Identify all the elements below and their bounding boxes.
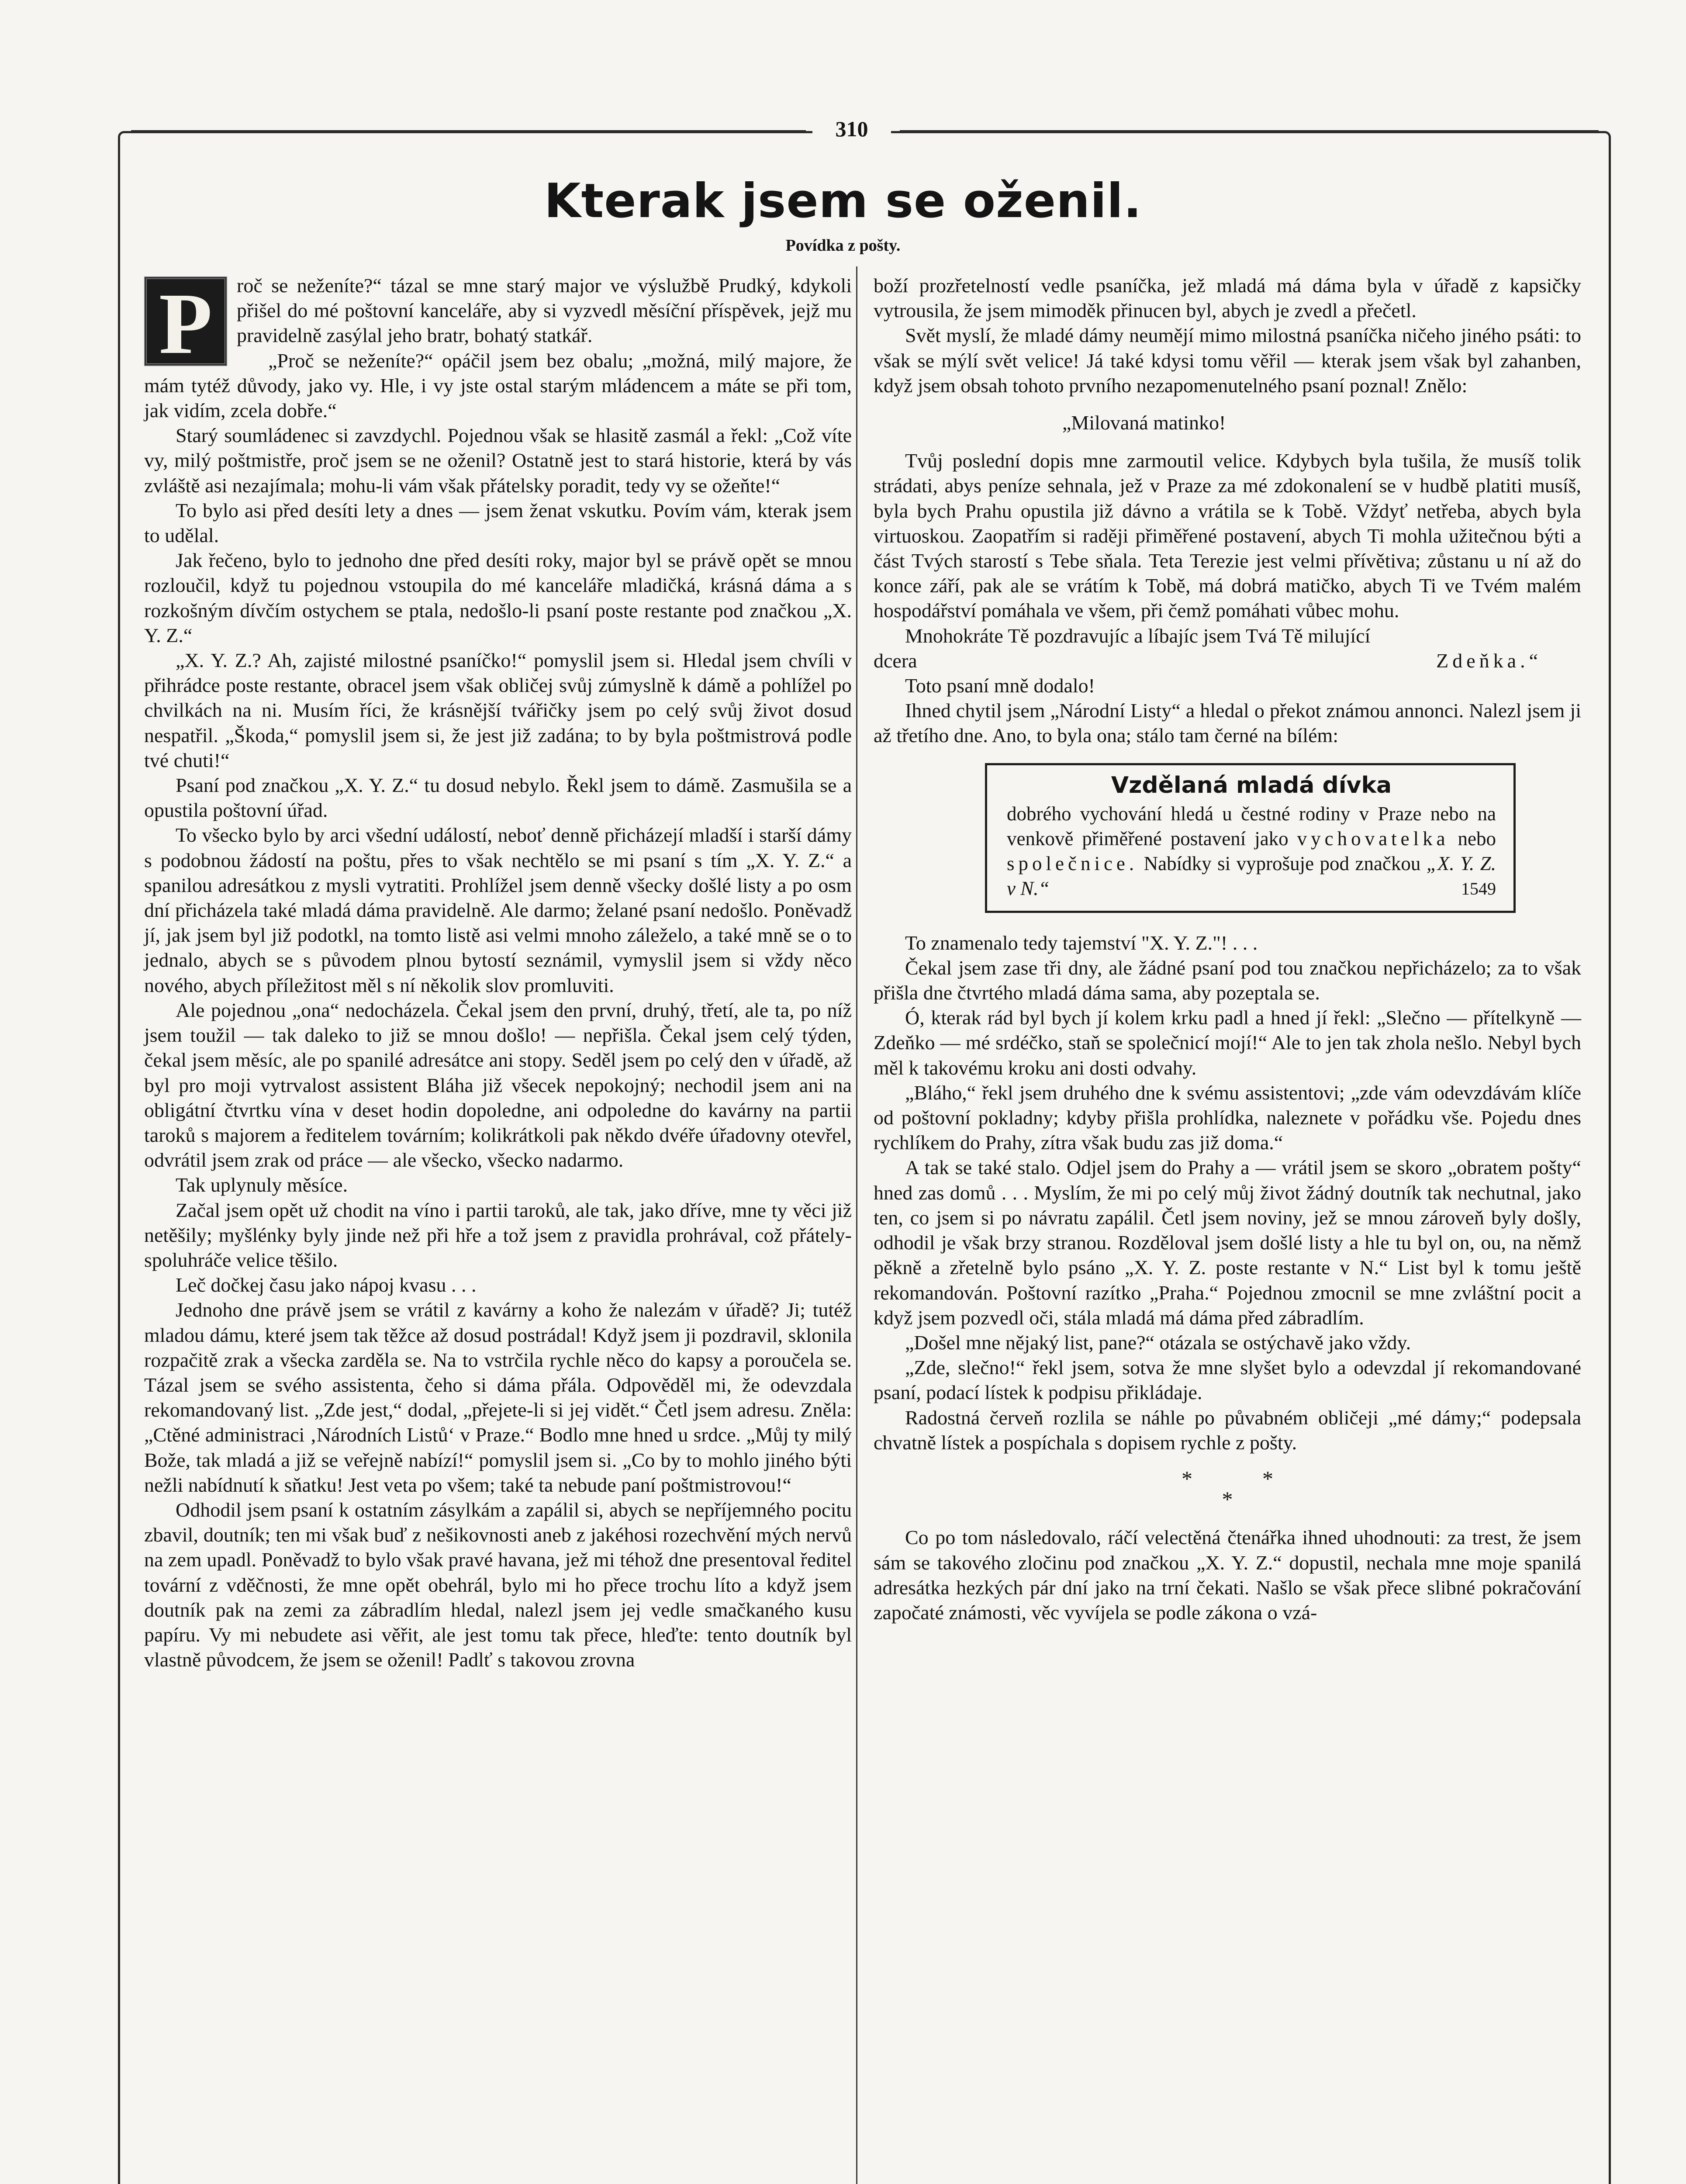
advert-text: dobrého vychování hledá u čestné rodiny v Praze nebo na venkově přiměřené postavení jako <box>1007 802 1496 850</box>
section-separator <box>874 1466 1581 1512</box>
paragraph: boží prozřetelností vedle psaníčka, jež mladá má dáma byla v úřadě z kapsičky vytrousila, že jsem mimoděk přinucen byl, abych je zvedl a přečetl. <box>874 274 1581 322</box>
paragraph: Leč dočkej času jako nápoj kvasu . . . <box>176 1274 477 1296</box>
paragraph-text: roč se neženíte?“ tázal se mne starý major ve výslužbě Prudký, kdykoli přišel do mé poštovní kanceláře, aby si vyzvedl měsíční příspěvek, jejž mu pravidelně zasýlal jeho bratr, bohatý statkář. <box>237 274 852 347</box>
paragraph: Toto psaní mně dodalo! <box>905 674 1095 697</box>
advert-heading: Vzdělaná mladá dívka <box>1111 772 1392 798</box>
paragraph: „Zde, slečno!“ řekl jsem, sotva že mne slyšet bylo a odevzdal jí rekomandované psaní, podací lístek k podpisu přikládaje. <box>874 1356 1581 1404</box>
drop-cap-initial: P <box>144 276 227 366</box>
right-column <box>874 273 1581 1625</box>
paragraph: Ihned chytil jsem „Národní Listy“ a hledal o překot známou annonci. Nalezl jsem ji až třetího dne. Ano, to byla ona; stálo tam černé na bílém: <box>874 699 1581 747</box>
asterisk-mark: * <box>1262 1466 1273 1491</box>
letter-signature: Zdeňka.“ <box>1436 649 1542 672</box>
advert-cipher: „X. Y. Z. v N.“ <box>1007 852 1496 899</box>
paragraph: Co po tom následovalo, ráčí velectěná čtenářka ihned uhodnouti: za trest, že jsem sám se takového zločinu pod značkou „X. Y. Z.“ dopustil, nechala mne moje spanilá adresátka hezkých pár dní jako na trní čekati. Našlo se však přece slibné pokračování započaté známosti, věc vyvíjela se podle zákona o vzá- <box>874 1526 1581 1624</box>
paragraph: Psaní pod značkou „X. Y. Z.“ tu dosud nebylo. Řekl jsem to dámě. Zasmušila se a opustila poštovní úřad. <box>144 774 852 822</box>
advert-body <box>1007 802 1496 901</box>
asterisk-mark: * <box>1182 1466 1192 1491</box>
letter-paragraph: Tvůj poslední dopis mne zarmoutil velice. Kdybych byla tušila, že musíš tolik strádati, abys peníze sehnala, jež v Praze za mé zdokonalení se v hudbě platiti musíš, byla bych Prahu opustila již dávno a vrátila se k Tobě. Vždyť netřeba, abych byla virtuoskou. Zaopatřím si raději přiměřené postavení, abych Ti mohla užitečnou býti a část Tvých starostí s Tebe sňala. Teta Terezie jest velmi přívětiva; zůstanu u ní až do konce září, pak ale se vrátím k Tobě, má dobrá matičko, abych Ti ve Tvém malém hospodářství pomáhala ve všem, při čemž pomáhati vůbec mohu. <box>874 449 1581 622</box>
paragraph: To všecko bylo by arci všední událostí, neboť denně přicházejí mladší i starší dámy s podobnou žádostí na poštu, přes to však nechtělo se mi psaní s tím „X. Y. Z.“ a spanilou adresátkou z mysli vytratiti. Prohlížel jsem denně všecky došlé listy a po osm dní přicházela také mladá dáma pravidelně. Ale darmo; želané psaní nedošlo. Poněvadž jí, jak jsem byl již podotkl, na tomto listě asi velmi mnoho záleželo, a také mně se o to jednalo, abych se s původem plnou bytostí seznámil, vymyslil jsem si vždy něco nového, abych příležitost měl s ní několik slov promluviti. <box>144 824 852 996</box>
letter-closing-word: dcera <box>874 649 917 672</box>
letter-signature-line <box>874 648 1581 673</box>
paragraph: Jak řečeno, bylo to jednoho dne před desíti roky, major byl se právě opět se mnou rozloučil, když tu pojednou vstoupila do mé kanceláře mladičká, krásná dáma a s rozkošným dívčím ostychem se ptala, nedošlo-li psaní poste restante pod značkou „X. Y. Z.“ <box>144 549 852 646</box>
paragraph: „Došel mne nějaký list, pane?“ otázala se ostýchavě jako vždy. <box>905 1331 1411 1354</box>
paragraph: To znamenalo tedy tajemství "X. Y. Z."! . . . <box>905 931 1258 954</box>
story-subtitle: Povídka z pošty. <box>785 236 901 255</box>
story-title: Kterak jsem se oženil. <box>544 174 1142 228</box>
paragraph: „Bláho,“ řekl jsem druhého dne k svému assistentovi; „zde vám odevzdávám klíče od poštovní pokladny; kdyby přišla prohlídka, naleznete v pořádku vše. Pojedu dnes rychlíkem do Prahy, zítra však budu zas již doma.“ <box>874 1081 1581 1154</box>
paragraph: Ó, kterak rád byl bych jí kolem krku padl a hned jí řekl: „Slečno — přítelkyně — Zdeňko — mé srdéčko, staň se společnicí mojí!“ Ale to jen tak zhola nešlo. Nebyl bych měl k takovému kroku ani dosti odvahy. <box>874 1006 1581 1079</box>
paragraph: „Proč se neženíte?“ opáčil jsem bez obalu; „možná, milý majore, že mám tytéž důvody, jako vy. Hle, i vy jste ostal starým mládencem a máte se při tom, jak vidím, zcela dobře.“ <box>144 349 852 422</box>
paragraph: A tak se také stalo. Odjel jsem do Prahy a — vrátil jsem se skoro „obratem pošty“ hned zas domů . . . Myslím, že mi po celý můj život žádný doutník tak nechutnal, jako ten, co jsem si po návratu zapálil. Četl jsem noviny, jež se mnou zároveň byly došly, odhodil je však brzy stranou. Rozděloval jsem došlé listy a hle tu byl on, ou, na němž pěkně a zřetelně bylo psáno „X. Y. Z. poste restante v N.“ List byl k tomu ještě rekomandován. Poštovní razítko „Praha.“ Pojednou zmocnil se mne zvláštní pocit a když jsem pozvedl oči, stála mladá má dáma před zábradlím. <box>874 1156 1581 1329</box>
advert-text: nebo <box>1458 827 1496 850</box>
paragraph: Svět myslí, že mladé dámy neumějí mimo milostná psaníčka ničeho jiného psáti: to však se mýlí svět velice! Já také kdysi tomu věřil — kterak jsem však byl zahanben, když jsem obsah tohoto prvního nezapomenutelného psaní poznal! Znělo: <box>874 324 1581 397</box>
letter-closing: Mnohokráte Tě pozdravujíc a líbajíc jsem Tvá Tě milující <box>905 624 1371 647</box>
paragraph: „X. Y. Z.? Ah, zajisté milostné psaníčko!“ pomyslil jsem si. Hledal jsem chvíli v přihrádce poste restante, obracel jsem však obličej svůj zúmyslně k dámě a pohlížel po chvilkách na ni. Musím říci, že krásnější tvářičky jsem po celý svůj život dosud nespatřil. „Škoda,“ pomyslil jsem si, že jest již zadána; to by byla poštmistrová podle tvé chuti!“ <box>144 649 852 771</box>
letter-salutation: „Milovaná matinko! <box>1062 411 1226 434</box>
advert-position: vychovatelka <box>1297 827 1449 850</box>
left-column <box>144 273 852 1672</box>
paragraph <box>144 273 852 372</box>
newspaper-advertisement <box>985 763 1516 913</box>
paragraph: Začal jsem opět už chodit na víno i partii taroků, ale tak, jako dříve, mne ty věci již netěšily; myšlénky byly jinde než při hře a tož jsem z pravidla prohrával, což přátely-spoluhráče velice těšilo. <box>144 1199 852 1271</box>
paragraph: To bylo asi před desíti lety a dnes — jsem ženat vskutku. Povím vám, kterak jsem to udělal. <box>144 499 852 547</box>
page-number: 310 <box>812 111 891 146</box>
column-divider <box>856 266 857 2184</box>
paragraph: Čekal jsem zase tři dny, ale žádné psaní pod tou značkou nepřicházelo; za to však přišla dne čtvrtého mladá dáma sama, aby pozeptala se. <box>874 956 1581 1004</box>
paragraph: Odhodil jsem psaní k ostatním zásylkám a zapálil si, abych se nepříjemného pocitu zbavil, doutník; ten mi však buď z nešikovnosti aneb z jakéhosi rozechvění mých nervů na zem upadl. Poněvadž to bylo však pravé havana, jež mi téhož dne presentoval ředitel tovární z vděčnosti, že mne opět obehrál, bylo mi ho přece trochu líto a když jsem doutník pak na zemi za zábradlím hledal, nalezl jsem jej vedle smačkaného kusu papíru. Vy mi nebudete asi věřit, ale jest tomu tak přece, hleďte: tento doutník byl vlastně původcem, že jsem se oženil! Padlť s takovou zrovna <box>144 1498 852 1671</box>
paragraph: Tak uplynuly měsíce. <box>176 1174 348 1196</box>
paragraph: Ale pojednou „ona“ nedocházela. Čekal jsem den první, druhý, třetí, ale ta, po níž jsem toužil — tak daleko to již se mnou došlo! — nepřišla. Čekal jsem celý týden, čekal jsem měsíc, ale po spanilé adresátce ani stopy. Seděl jsem po celý den v úřadě, až byl pro moji vytrvalost assistent Bláha již všecek nepokojný; nechodil jsem ani na obligátní čtvrtku vína v deset hodin dopoledne, ani odpoledne do kavárny na partii taroků s majorem a ředitelem továrním; kolikrátkoli pak někdo dvéře úřadovny otevřel, odvrátil jsem zrak od práce — ale všecko, všecko nadarmo. <box>144 999 852 1171</box>
asterisk-mark: * <box>1222 1487 1233 1512</box>
header-rule-left <box>131 130 806 132</box>
paragraph: Radostná červeň rozlila se náhle po půvabném obličeji „mé dámy;“ podepsala chvatně lístek a pospíchala s dopisem rychle z pošty. <box>874 1406 1581 1454</box>
paragraph: Starý soumládenec si zavzdychl. Pojednou však se hlasitě zasmál a řekl: „Což víte vy, milý poštmistře, proč jsem se ne oženil? Ostatně jest to stará historie, která by vás zvláště asi nezajímala; mohu-li vám však přátelsky poradit, tedy vy se ožeňte!“ <box>144 424 852 497</box>
advert-text: Nabídky si vyprošuje pod značkou <box>1144 852 1421 874</box>
paragraph: Jednoho dne právě jsem se vrátil z kavárny a koho že nalezám v úřadě? Ji; tutéž mladou dámu, které jsem tak těžce až dosud postrádal! Když jsem ji pozdravil, sklonila rozpačitě zrak a všecka zarděla se. Na to vstrčila rychle něco do kapsy a poroučela se. Tázal jsem se svého assistenta, čeho si dáma přála. Odpověděl mi, že odevzdala rekomandovaný list. „Zde jest,“ dodal, „přejete-li si jej vidět.“ Četl jsem adresu. Zněla: „Ctěné administraci ‚Národních Listů‘ v Praze.“ Bodlo mne hned u srdce. „Můj ty milý Bože, tak mladá a již se veřejně nabízí!“ pomyslil jsem si. „Co by to mohlo jiného býti nežli nabídnutí k sňatku! Jest veta po všem; také ta nebude paní poštmistrovou!“ <box>144 1299 852 1496</box>
advert-position: společnice. <box>1007 852 1138 874</box>
header-rule-right <box>900 130 1599 132</box>
advert-number: 1549 <box>1461 878 1496 898</box>
